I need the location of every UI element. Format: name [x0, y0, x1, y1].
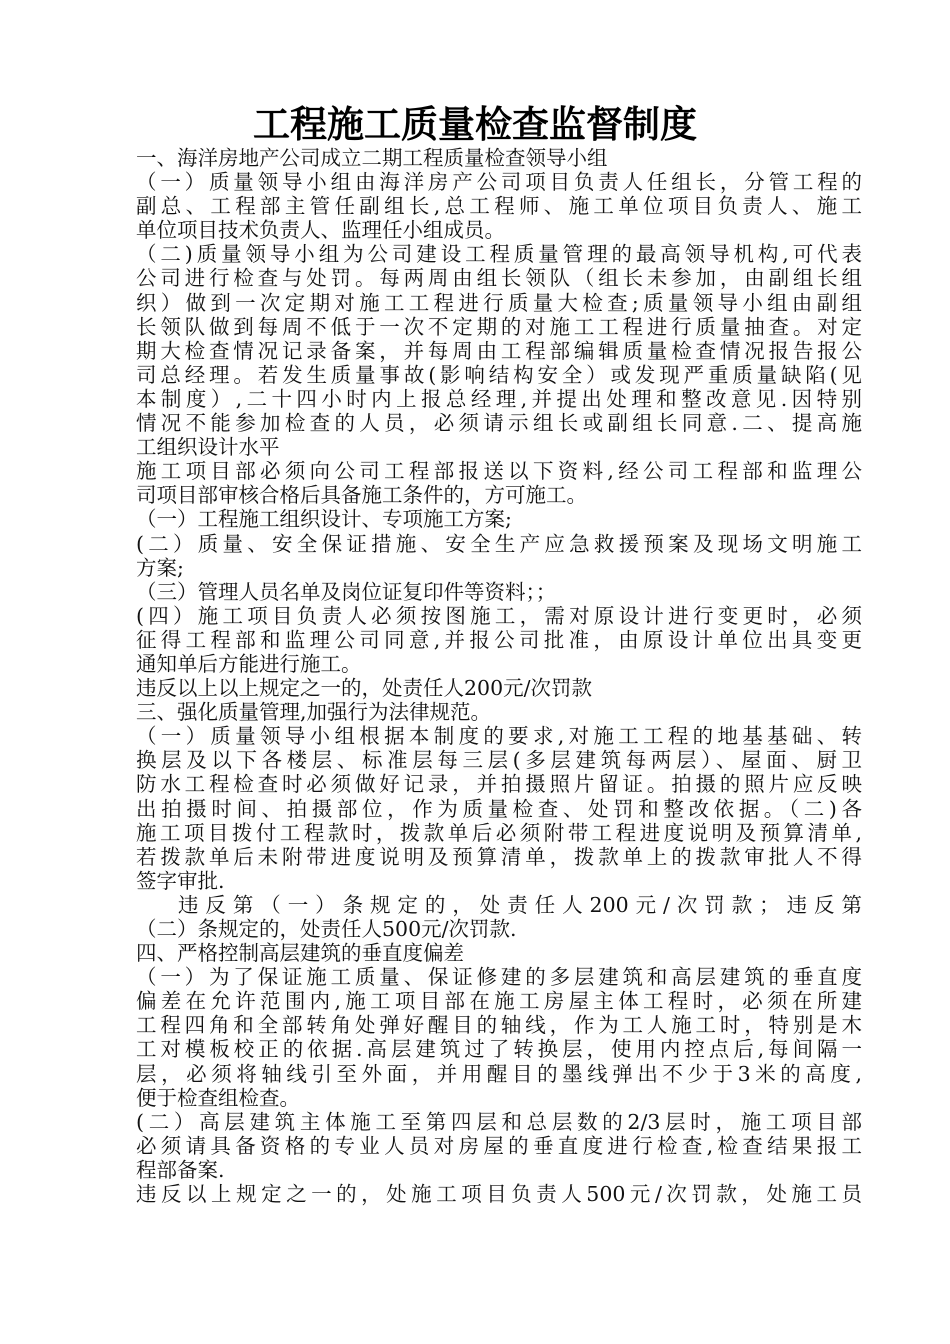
body-line: 情况不能参加检查的人员，必须请示组长或副组长同意.二、提高施: [136, 411, 862, 436]
body-line: 必须请具备资格的专业人员对房屋的垂直度进行检查,检查结果报工: [136, 1133, 862, 1158]
body-line: （一）工程施工组织设计、专项施工方案;: [136, 507, 512, 532]
document-title: 工程施工质量检查监督制度: [253, 102, 697, 146]
body-line: 若拨款单后未附带进度说明及预算清单，拨款单上的拨款审批人不得: [136, 844, 862, 869]
body-line: （一）质量领导小组根据本制度的要求,对施工工程的地基基础、转: [136, 724, 862, 749]
body-line: 织）做到一次定期对施工工程进行质量大检查;质量领导小组由副组: [136, 290, 862, 315]
body-line: 施工项目拨付工程款时，拨款单后必须附带工程进度说明及预算清单,: [136, 820, 862, 845]
body-line: （二）条规定的，处责任人500元/次罚款.: [136, 917, 517, 941]
body-line: 便于检查组检查。: [136, 1085, 300, 1110]
body-line: 四、严格控制高层建筑的垂直度偏差: [136, 941, 464, 966]
body-line: 司项目部审核合格后具备施工条件的，方可施工。: [136, 483, 587, 508]
body-line: （一）质量领导小组由海洋房产公司项目负责人任组长，分管工程的: [136, 170, 862, 195]
body-line: 签字审批.: [136, 868, 225, 893]
body-line: （一）为了保证施工质量、保证修建的多层建筑和高层建筑的垂直度: [136, 965, 862, 990]
body-line: 本制度）,二十四小时内上报总经理,并提出处理和整改意见.因特别: [136, 386, 862, 411]
body-line: 方案;: [136, 555, 184, 580]
body-line: 工程四角和全部转角处弹好醒目的轴线，作为工人施工时，特别是木: [136, 1013, 862, 1038]
body-line: (四）施工项目负责人必须按图施工，需对原设计进行变更时，必须: [136, 603, 862, 628]
body-line: 工组织设计水平: [136, 435, 280, 460]
body-line: 换层及以下各楼层、标准层每三层(多层建筑每两层）、屋面、厨卫: [136, 748, 862, 773]
body-line: （三）管理人员名单及岗位证复印件等资料；；: [136, 579, 557, 604]
body-line: 期大检查情况记录备案，并每周由工程部编辑质量检查情况报告报公: [136, 338, 862, 363]
body-line: (二）高层建筑主体施工至第四层和总层数的2/3层时，施工项目部: [136, 1109, 862, 1134]
body-line: 征得工程部和监理公司同意,并报公司批准，由原设计单位出具变更: [136, 627, 862, 652]
body-line: 偏差在允许范围内,施工项目部在施工房屋主体工程时，必须在所建: [136, 989, 862, 1014]
document-body: [136, 146, 862, 1206]
body-line: (二）质量、安全保证措施、安全生产应急救援预案及现场文明施工: [136, 531, 862, 556]
body-line: 通知单后方能进行施工。: [136, 651, 362, 676]
body-line: 副总、工程部主管任副组长,总工程师、施工单位项目负责人、施工: [136, 194, 862, 219]
body-line: 施工项目部必须向公司工程部报送以下资料,经公司工程部和监理公: [136, 459, 862, 484]
body-line: 违反第（一）条规定的，处责任人200元/次罚款；违反第: [178, 892, 862, 917]
body-line: 单位项目技术负责人、监理任小组成员。: [136, 218, 505, 243]
body-line: （二)质量领导小组为公司建设工程质量管理的最高领导机构,可代表: [136, 242, 862, 267]
body-line: 程部备案.: [136, 1157, 225, 1182]
body-line: 工对模板校正的依据.高层建筑过了转换层，使用内控点后,每间隔一: [136, 1037, 862, 1062]
body-line: 一、海洋房地产公司成立二期工程质量检查领导小组: [136, 146, 608, 170]
body-line: 司总经理。若发生质量事故(影响结构安全）或发现严重质量缺陷(见: [136, 362, 862, 387]
body-line: 出拍摄时间、拍摄部位，作为质量检查、处罚和整改依据。（二)各: [136, 796, 862, 821]
body-line: 违反以上以上规定之一的，处责任人200元/次罚款: [136, 676, 593, 701]
body-line: 层，必须将轴线引至外面，并用醒目的墨线弹出不少于3米的高度,: [136, 1061, 862, 1086]
body-line: 防水工程检查时必须做好记录，并拍摄照片留证。拍摄的照片应反映: [136, 772, 862, 797]
body-line: 违反以上规定之一的，处施工项目负责人500元/次罚款，处施工员: [136, 1182, 862, 1207]
body-line: 长领队做到每周不低于一次不定期的对施工工程进行质量抽查。对定: [136, 314, 862, 339]
body-line: 公司进行检查与处罚。每两周由组长领队（组长未参加，由副组长组: [136, 266, 862, 291]
body-line: 三、强化质量管理,加强行为法律规范。: [136, 700, 492, 725]
